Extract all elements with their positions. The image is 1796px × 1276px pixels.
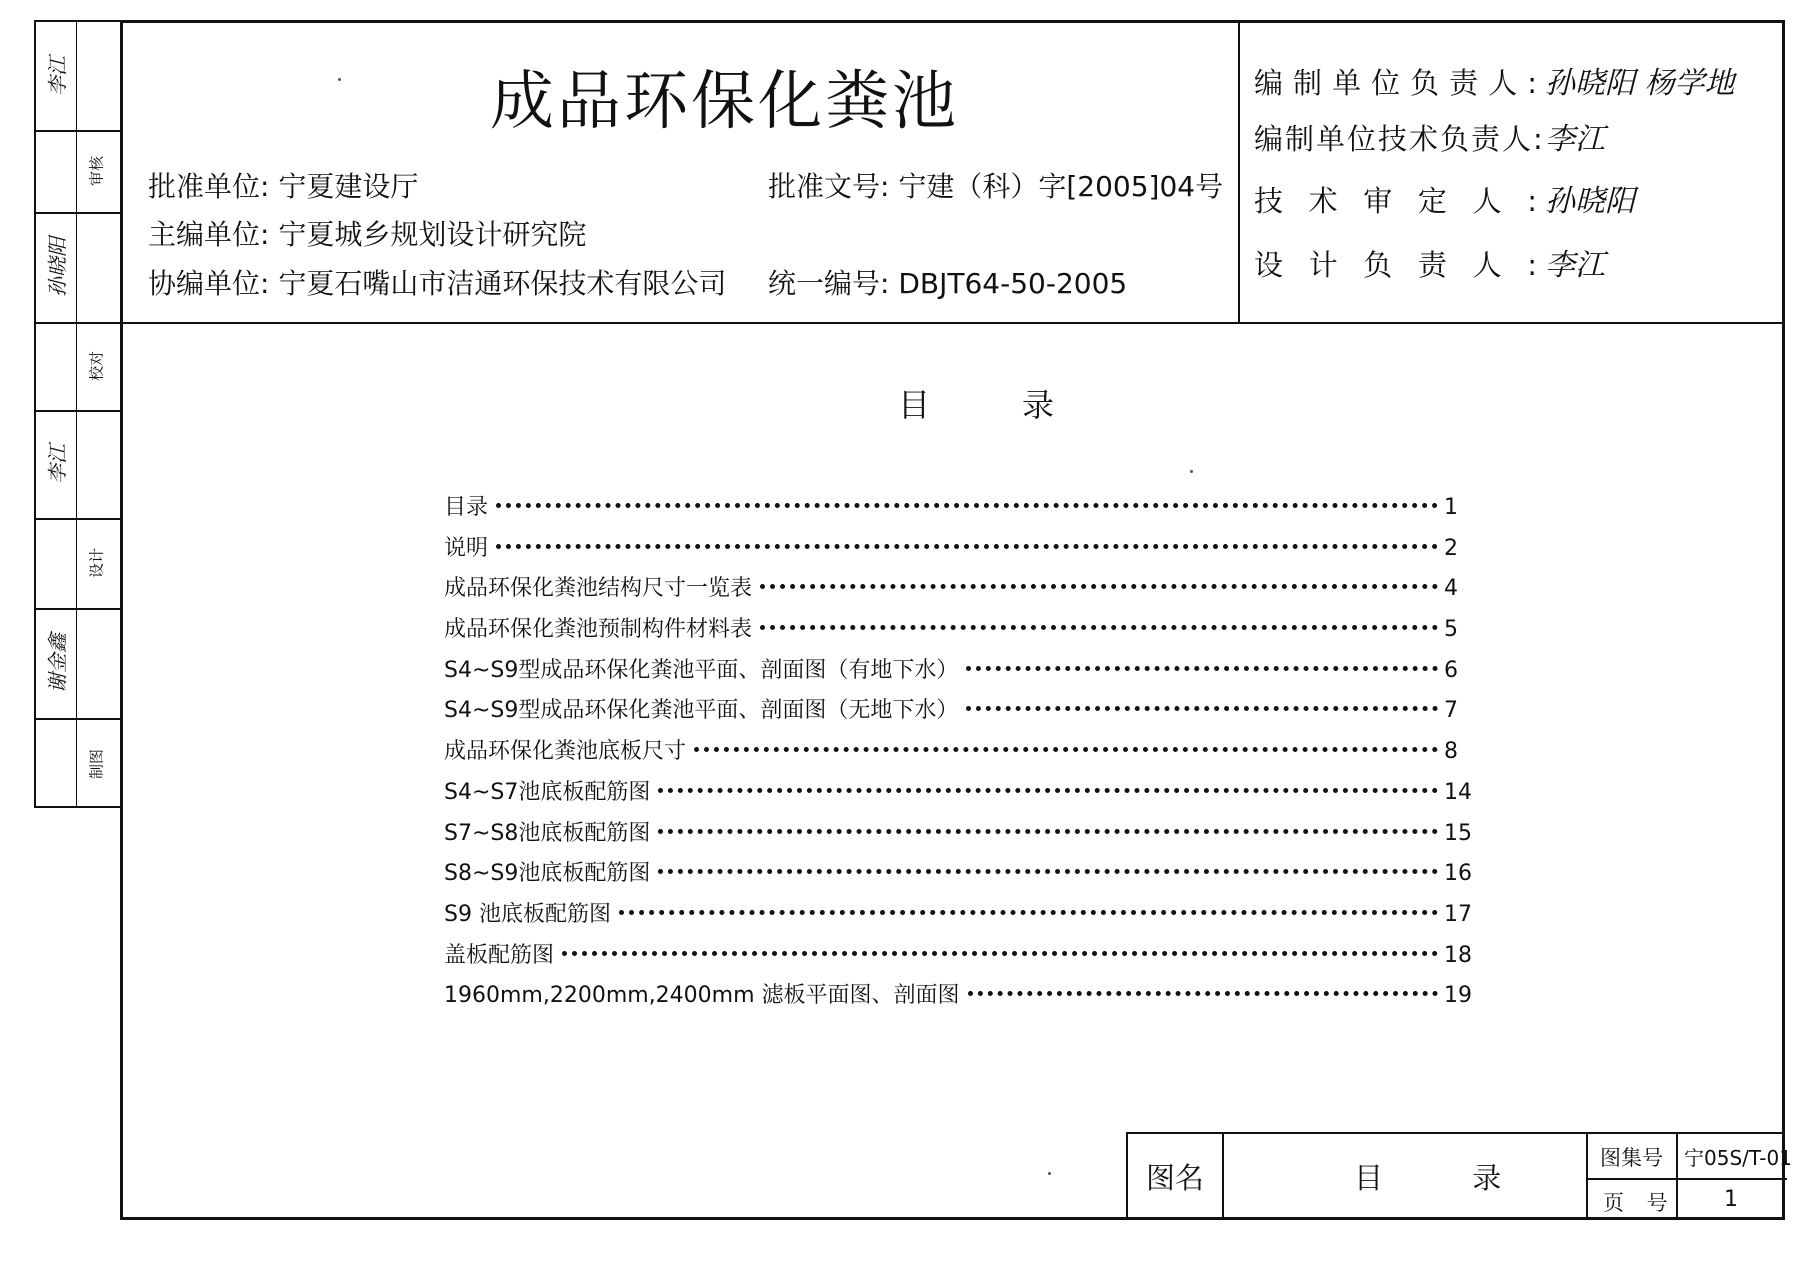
- co-editor-row: [148, 262, 726, 302]
- drafter-signature: 谢金鑫: [45, 633, 70, 693]
- toc-item-page: 1: [1444, 495, 1458, 520]
- toc-item[interactable]: [444, 571, 1474, 612]
- toc-item-page: 16: [1444, 861, 1472, 887]
- toc-leader: [760, 625, 1438, 630]
- toc-item[interactable]: [444, 856, 1474, 897]
- toc-item-label: S4~S9型成品环保化粪池平面、剖面图（有地下水）: [444, 657, 959, 683]
- toc-item-label: 成品环保化粪池预制构件材料表: [444, 617, 753, 643]
- unified-number-value: DBJT64-50-2005: [898, 267, 1128, 300]
- toc-item-page: 17: [1444, 901, 1472, 927]
- doc-number-row: [768, 165, 1223, 205]
- signature-name: 李江: [1545, 248, 1605, 283]
- contents-heading: 目录: [898, 386, 1147, 424]
- toc-item[interactable]: [444, 816, 1474, 857]
- toc-item[interactable]: [444, 612, 1474, 653]
- toc-item-page: 2: [1444, 535, 1458, 561]
- reviewer-signature: 李江: [45, 56, 70, 96]
- toc-leader: [968, 991, 1438, 996]
- header-divider: [120, 322, 1785, 324]
- toc-item-label: 目录: [444, 495, 489, 520]
- toc-item[interactable]: [444, 693, 1474, 734]
- toc-item-label: S4~S7池底板配筋图: [444, 779, 651, 805]
- binding-strip-divider: [76, 22, 77, 806]
- atlas-number-label: 图集号: [1600, 1146, 1663, 1170]
- toc-item[interactable]: [444, 775, 1474, 816]
- co-editor-label: 协编单位:: [148, 267, 270, 300]
- toc-item[interactable]: [444, 490, 1474, 531]
- signature-role: 技术审定人:: [1254, 184, 1539, 218]
- atlas-number-value: 宁05S/T-01: [1684, 1146, 1792, 1170]
- toc-item-page: 8: [1444, 739, 1458, 765]
- approver-label: 批准单位:: [148, 170, 270, 203]
- toc-item-label: S8~S9池底板配筋图: [444, 861, 651, 887]
- toc-leader: [658, 829, 1438, 834]
- toc-item-label: 成品环保化粪池结构尺寸一览表: [444, 576, 753, 602]
- signature-name: 孙晓阳 杨学地: [1545, 66, 1735, 101]
- toc-item[interactable]: [444, 653, 1474, 694]
- side-label-draft: 制图: [87, 748, 106, 780]
- toc-item-label: 成品环保化粪池底板尺寸: [444, 739, 687, 765]
- drawing-name-value: 目 录: [1354, 1161, 1542, 1195]
- signature-role: 设计负责人:: [1254, 248, 1539, 282]
- chief-editor-value: 宁夏城乡规划设计研究院: [278, 218, 587, 251]
- toc-item-label: S9 池底板配筋图: [444, 901, 611, 927]
- toc-item-page: 14: [1444, 779, 1472, 805]
- signature-row: [1254, 240, 1605, 284]
- signature-name: 孙晓阳: [1545, 184, 1635, 219]
- page-number-value: 1: [1724, 1187, 1738, 1212]
- signature-role: 编制单位负责人:: [1254, 66, 1539, 100]
- toc-item[interactable]: [444, 531, 1474, 572]
- toc-item-page: 4: [1444, 576, 1458, 602]
- doc-number-value: 宁建（科）字[2005]04号: [898, 170, 1224, 203]
- toc-item[interactable]: [444, 897, 1474, 938]
- table-of-contents: [444, 490, 1474, 1019]
- toc-leader: [694, 747, 1438, 752]
- approver-row: [148, 165, 418, 205]
- toc-leader: [658, 788, 1438, 793]
- toc-item-page: 7: [1444, 698, 1458, 724]
- doc-number-label: 批准文号:: [768, 170, 890, 203]
- toc-item-page: 15: [1444, 820, 1472, 846]
- toc-leader: [619, 910, 1438, 915]
- toc-leader: [496, 544, 1438, 549]
- toc-item-page: 6: [1444, 657, 1458, 683]
- toc-item-page: 18: [1444, 942, 1472, 968]
- scan-speck: [1048, 1172, 1051, 1175]
- side-label-review: 审核: [87, 155, 106, 187]
- toc-item-label: 1960mm,2200mm,2400mm 滤板平面图、剖面图: [444, 983, 960, 1009]
- designer-signature: 李江: [45, 444, 70, 484]
- scan-speck: [338, 78, 341, 81]
- chief-editor-row: [148, 213, 586, 253]
- page-number-label: 页 号: [1603, 1191, 1676, 1215]
- binding-strip: [34, 20, 120, 808]
- checker-signature: 孙晓阳: [45, 237, 70, 297]
- page-title: 成品环保化粪池: [490, 65, 959, 139]
- toc-item-label: 说明: [444, 535, 489, 561]
- side-label-check: 校对: [87, 350, 106, 382]
- unified-number-row: [768, 262, 1127, 302]
- toc-item[interactable]: [444, 938, 1474, 979]
- toc-item[interactable]: [444, 978, 1474, 1019]
- drawing-name-label: 图名: [1146, 1161, 1205, 1195]
- side-label-design: 设计: [87, 547, 106, 579]
- co-editor-value: 宁夏石嘴山市洁通环保技术有限公司: [278, 267, 727, 300]
- toc-leader: [966, 666, 1438, 671]
- signature-row: [1254, 58, 1735, 102]
- toc-item-page: 5: [1444, 617, 1458, 643]
- toc-item-label: S7~S8池底板配筋图: [444, 820, 651, 846]
- unified-number-label: 统一编号:: [768, 267, 890, 300]
- scan-speck: [1190, 470, 1193, 473]
- toc-item[interactable]: [444, 734, 1474, 775]
- chief-editor-label: 主编单位:: [148, 218, 270, 251]
- toc-item-label: S4~S9型成品环保化粪池平面、剖面图（无地下水）: [444, 698, 959, 724]
- toc-leader: [760, 584, 1438, 589]
- signature-name: 李江: [1545, 122, 1605, 157]
- toc-leader: [562, 951, 1438, 956]
- toc-leader: [658, 869, 1438, 874]
- toc-leader: [496, 503, 1438, 508]
- toc-item-label: 盖板配筋图: [444, 942, 555, 968]
- signature-role: 编制单位技术负责人:: [1254, 122, 1545, 156]
- header-column-divider: [1238, 20, 1240, 323]
- signature-row: [1254, 114, 1605, 158]
- toc-leader: [966, 706, 1438, 711]
- signature-row: [1254, 176, 1635, 220]
- title-block: [1126, 1132, 1792, 1220]
- approver-value: 宁夏建设厅: [278, 170, 419, 203]
- toc-item-page: 19: [1444, 983, 1472, 1009]
